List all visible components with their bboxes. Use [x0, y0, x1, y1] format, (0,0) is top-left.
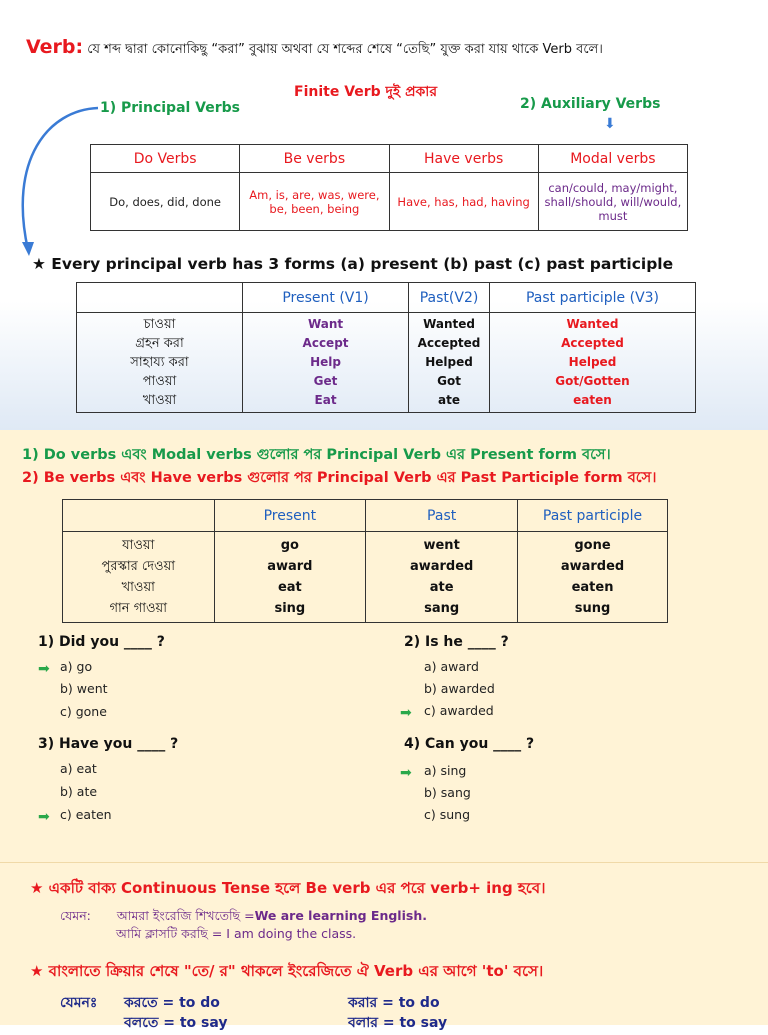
example-pp-item: gone [574, 538, 611, 553]
example-past-item: ate [429, 580, 454, 595]
forms-v1-item: Get [313, 374, 338, 388]
q4-option-a: a) sing [424, 763, 467, 778]
answer-arrow-icon: ➡ [38, 661, 50, 677]
example-present-item: go [280, 538, 299, 553]
rule-2: 2) Be verbs এবং Have verbs গুলোর পর Principal Verb এর Past Participle form বসে। [22, 470, 657, 486]
to-example-left-1: করতে = to do [124, 995, 220, 1011]
example-header-pp: Past participle [518, 500, 668, 532]
forms-bangla-item: গ্রহন করা [135, 336, 184, 351]
example-present-item: sing [274, 601, 306, 616]
verb-definition [26, 36, 603, 61]
forms-header-v1: Present (V1) [242, 283, 408, 313]
forms-v1-item: Help [310, 355, 341, 369]
forms-bangla-item: চাওয়া [143, 317, 176, 332]
example-past-item: sang [424, 601, 460, 616]
q2-option-b: b) awarded [424, 681, 495, 696]
example-present-cell [214, 532, 366, 623]
principal-verbs-label: 1) Principal Verbs [100, 100, 241, 116]
example-pp-item: eaten [571, 580, 614, 595]
answer-arrow-icon: ➡ [38, 809, 50, 825]
aux-header-be: Be verbs [240, 145, 389, 173]
aux-header-have: Have verbs [389, 145, 538, 173]
aux-cell-be: Am, is, are, was, were, be, been, being [240, 173, 389, 231]
example-header-past: Past [366, 500, 518, 532]
forms-v2-cell [409, 313, 490, 413]
forms-v3-cell [489, 313, 695, 413]
answer-arrow-icon: ➡ [400, 765, 412, 781]
forms-header-v2: Past(V2) [409, 283, 490, 313]
aux-cell-do: Do, does, did, done [91, 173, 240, 231]
forms-v3-item: eaten [573, 393, 612, 407]
forms-v3-item: Accepted [561, 336, 624, 350]
question-2: 2) Is he ____ ? [404, 634, 509, 650]
aux-header-do: Do Verbs [91, 145, 240, 173]
forms-header-v3: Past participle (V3) [489, 283, 695, 313]
continuous-rule: ★ একটি বাক্য Continuous Tense হলে Be verb এর পরে verb+ ing হবে। [30, 879, 546, 897]
forms-table-header-row [77, 283, 696, 313]
example-pp-cell [518, 532, 668, 623]
example-bangla-item: পুরস্কার দেওয়া [101, 559, 175, 574]
question-3: 3) Have you ____ ? [38, 736, 179, 752]
answer-arrow-icon: ➡ [400, 705, 412, 721]
forms-v1-item: Want [307, 317, 344, 331]
example-table [62, 499, 668, 623]
to-example-left-2: বলতে = to say [124, 1015, 228, 1031]
forms-v2-item: Helped [425, 355, 473, 369]
example-past-item: went [423, 538, 460, 553]
auxiliary-verbs-table [90, 144, 688, 231]
auxiliary-verbs-label: 2) Auxiliary Verbs [520, 96, 661, 112]
forms-v3-item: Wanted [566, 317, 619, 331]
to-rule: ★ বাংলাতে ক্রিয়ার শেষে "তে/ র" থাকলে ইংরেজিতে ঐ Verb এর আগে 'to' বসে। [30, 962, 544, 980]
forms-bangla-item: সাহায্য করা [130, 355, 189, 370]
example-bangla-item: যাওয়া [122, 538, 155, 553]
forms-bangla-cell [77, 313, 243, 413]
example-bangla-item: গান গাওয়া [109, 601, 167, 616]
q1-option-b: b) went [60, 681, 108, 696]
forms-bangla-item: পাওয়া [142, 374, 177, 389]
q3-option-b: b) ate [60, 784, 98, 799]
aux-cell-have: Have, has, had, having [389, 173, 538, 231]
finite-title: Finite Verb দুই প্রকার [294, 84, 438, 100]
q1-option-a: a) go [60, 659, 93, 674]
aux-table-header-row [91, 145, 688, 173]
forms-v2-item: ate [438, 393, 461, 407]
example-pp-item: awarded [560, 559, 625, 574]
forms-v3-item: Got/Gotten [555, 374, 630, 388]
q4-option-b: b) sang [424, 785, 471, 800]
example-past-cell [366, 532, 518, 623]
to-examples [60, 991, 97, 1015]
example-pp-item: sung [574, 601, 611, 616]
example-1-bangla: আমরা ইংরেজি শিখতেছি = [116, 908, 255, 923]
example-present-item: eat [277, 580, 302, 595]
forms-bangla-item: খাওয়া [142, 393, 177, 408]
q2-option-a: a) award [424, 659, 479, 674]
question-4: 4) Can you ____ ? [404, 736, 535, 752]
down-arrow-icon: ⬇ [604, 116, 616, 132]
forms-title: ★ Every principal verb has 3 forms (a) present (b) past (c) past participle [32, 255, 674, 273]
q4-option-c: c) sung [424, 807, 471, 822]
example-bangla-item: খাওয়া [121, 580, 155, 595]
continuous-example-2: আমি ক্লাসটি করছি = I am doing the class. [116, 926, 357, 941]
verb-heading: Verb: [26, 36, 84, 58]
example-header-present: Present [214, 500, 366, 532]
rule-1: 1) Do verbs এবং Modal verbs গুলোর পর Principal Verb এর Present form বসে। [22, 447, 611, 463]
q3-option-c: c) eaten [60, 807, 112, 822]
verb-forms-table [76, 282, 696, 413]
forms-v1-item: Eat [314, 393, 337, 407]
forms-v2-item: Wanted [423, 317, 475, 331]
example-table-header-row [63, 500, 668, 532]
to-example-right-2: বলার = to say [348, 1015, 448, 1031]
example-bangla-cell [63, 532, 215, 623]
aux-header-modal: Modal verbs [538, 145, 687, 173]
forms-header-blank [77, 283, 243, 313]
forms-v2-item: Got [437, 374, 461, 388]
top-section [0, 0, 768, 430]
forms-table-body-row [77, 313, 696, 413]
bottom-section [0, 862, 768, 1031]
example-prefix: যেমন: [60, 908, 91, 923]
example-present-item: award [267, 559, 313, 574]
forms-v1-cell [242, 313, 408, 413]
continuous-example-1 [60, 908, 427, 928]
forms-v2-item: Accepted [417, 336, 481, 350]
middle-section [0, 430, 768, 862]
aux-table-row [91, 173, 688, 231]
example-1-english: We are learning English. [254, 908, 427, 923]
question-1: 1) Did you ____ ? [38, 634, 165, 650]
q2-option-c: c) awarded [424, 703, 494, 718]
aux-cell-modal: can/could, may/might, shall/should, will/would, must [538, 173, 687, 231]
to-prefix: যেমনঃ [60, 995, 98, 1011]
q1-option-c: c) gone [60, 704, 107, 719]
verb-definition-text: যে শব্দ দ্বারা কোনোকিছু “করা” বুঝায় অথবা যে শব্দের শেষে “তেছি” যুক্ত করা যায় থাকে Verb বলে। [87, 42, 603, 57]
example-table-body-row [63, 532, 668, 623]
q3-option-a: a) eat [60, 761, 97, 776]
forms-v3-item: Helped [568, 355, 617, 369]
to-example-right-1: করার = to do [348, 995, 440, 1011]
example-header-blank [63, 500, 215, 532]
forms-v1-item: Accept [302, 336, 349, 350]
example-past-item: awarded [409, 559, 474, 574]
